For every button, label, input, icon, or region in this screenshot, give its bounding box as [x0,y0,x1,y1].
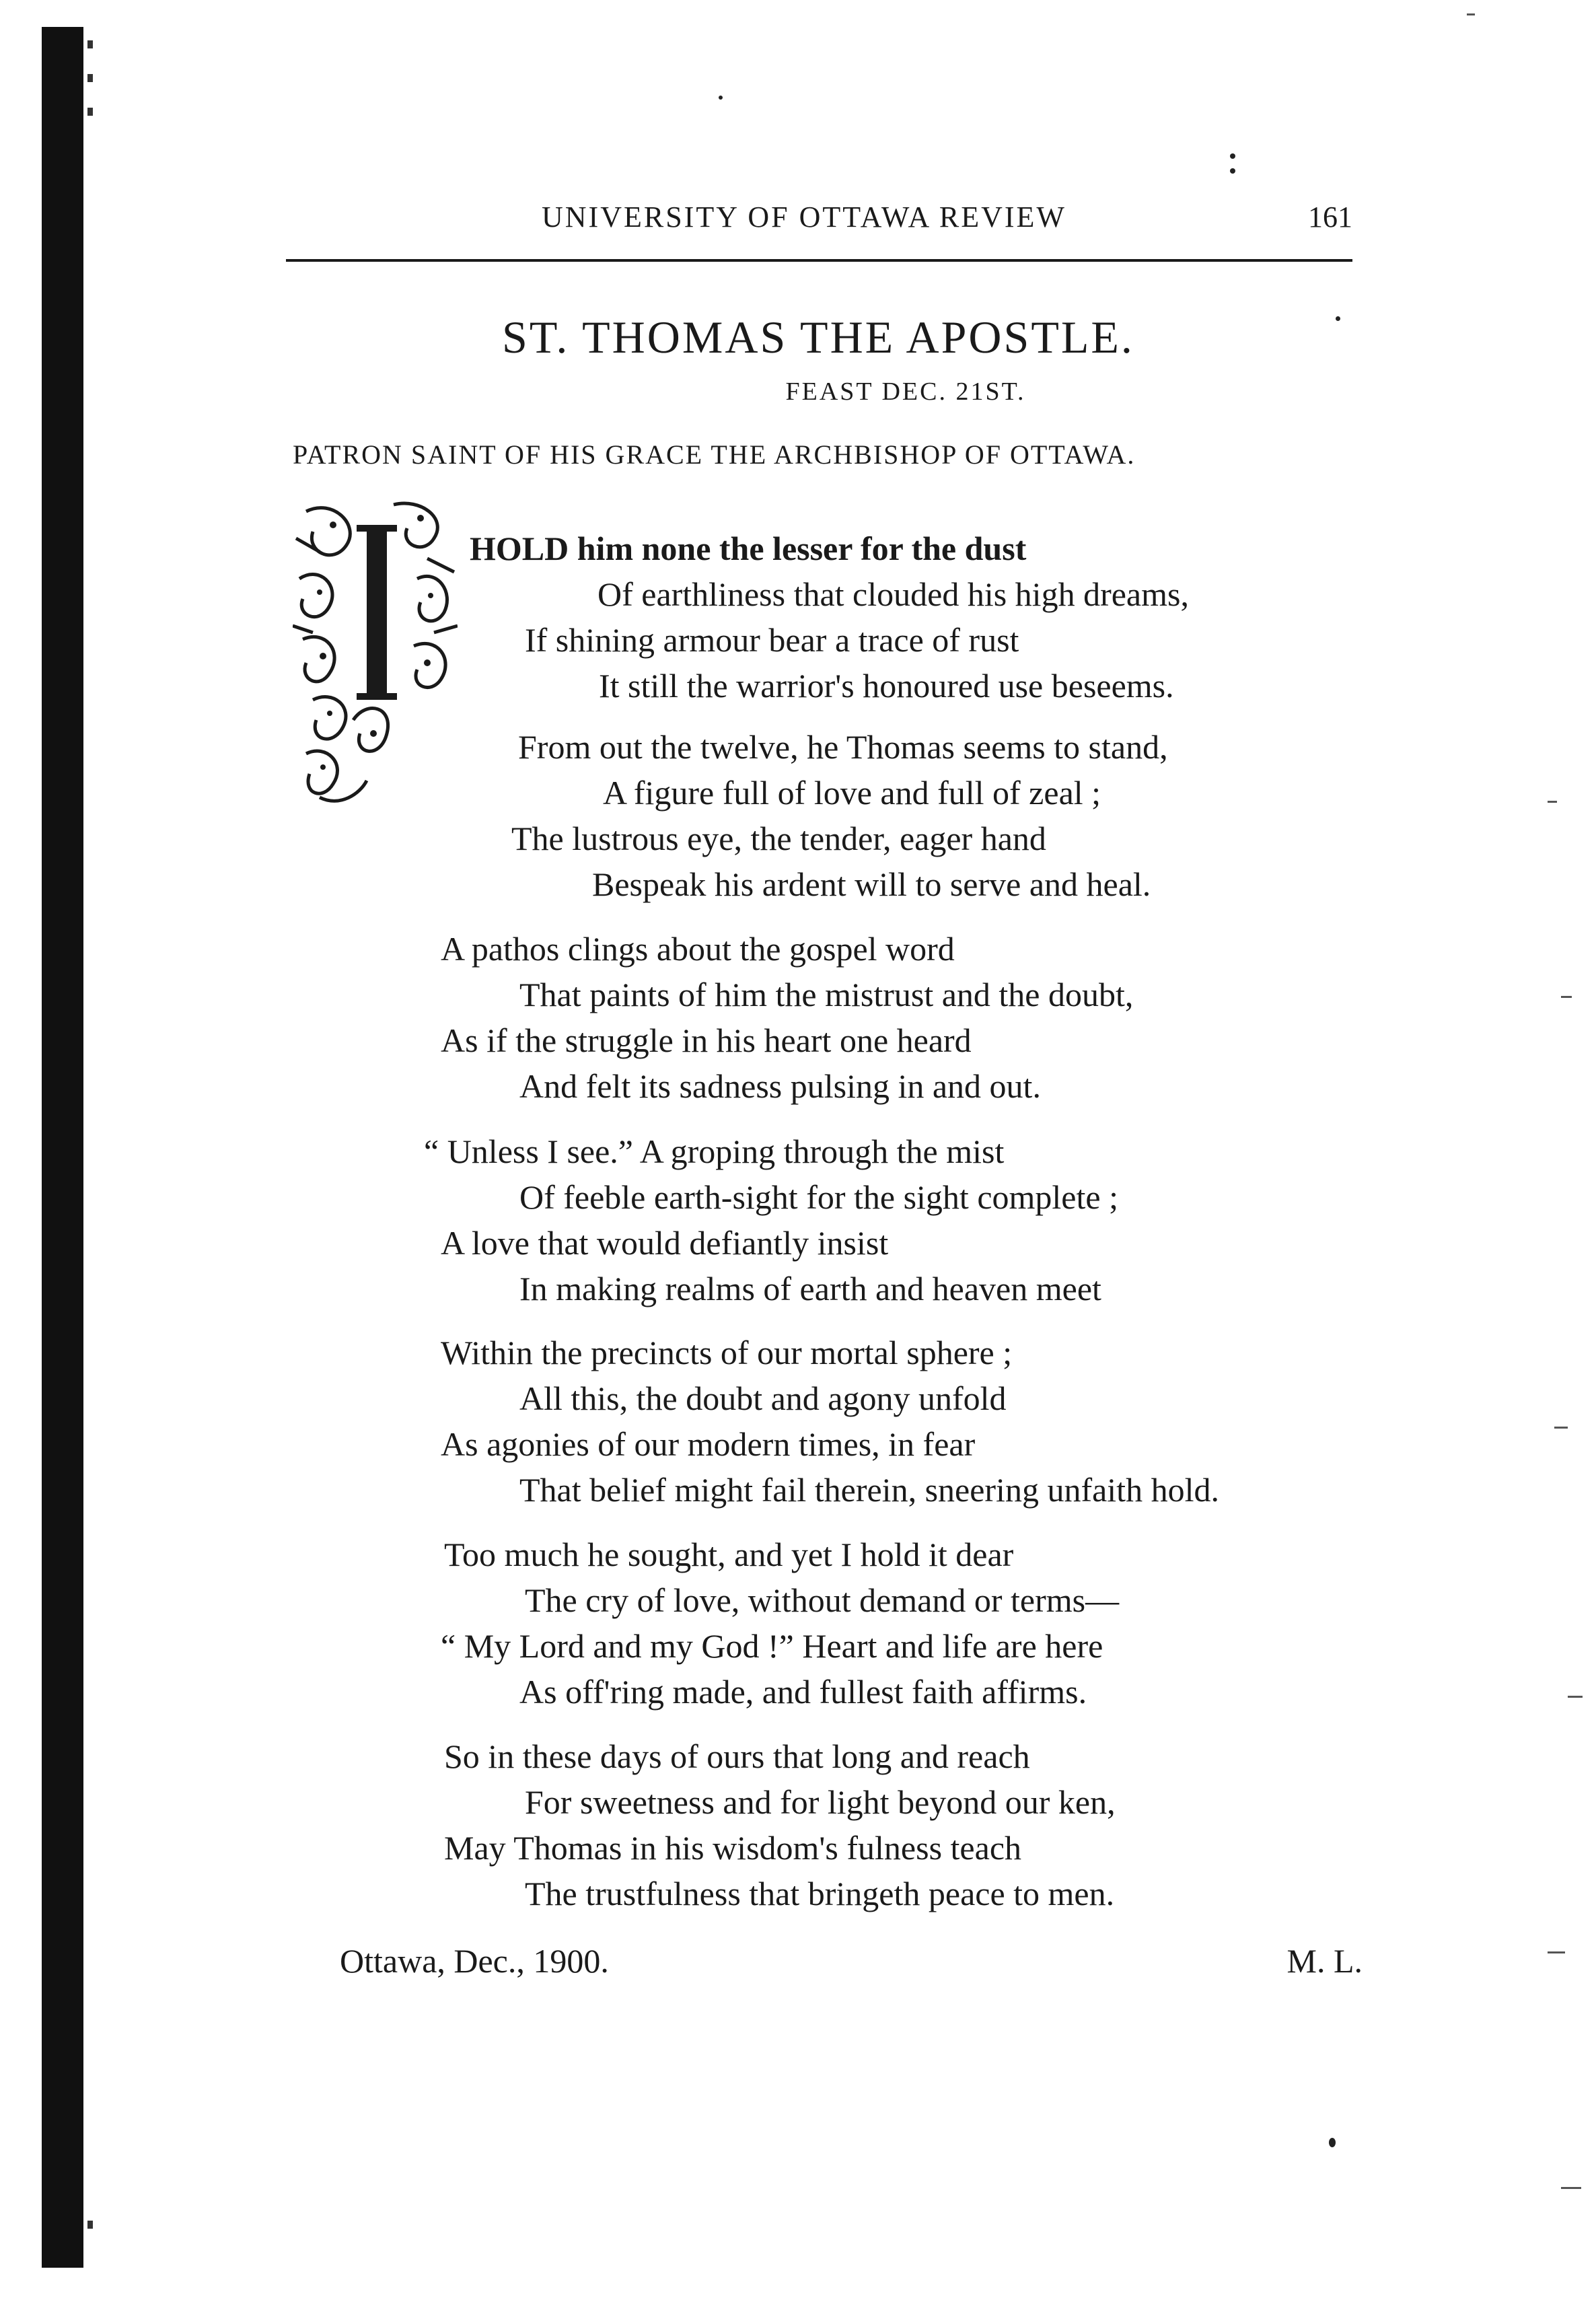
signoff [340,1941,1363,1982]
running-header [286,200,1352,240]
poem-line: And felt its sadness pulsing in and out. [519,1067,1041,1105]
poem-line: HOLD him none the lesser for the dust [470,530,1027,567]
poem-line: It still the warrior's honoured use beseems. [599,667,1174,705]
poem-line: Too much he sought, and yet I hold it dear [444,1536,1014,1573]
scan-artifact [1568,1696,1583,1698]
header-rule [286,259,1352,262]
poem-line: A love that would defiantly insist [441,1224,889,1262]
poem-line: “ My Lord and my God !” Heart and life are here [441,1627,1103,1665]
poem-line: All this, the doubt and agony unfold [519,1379,1007,1417]
scan-artifact [1548,801,1557,803]
scan-artifact [87,108,93,116]
place-date: Ottawa, Dec., 1900. [340,1942,609,1980]
poem-line: For sweetness and for light beyond our ken, [525,1783,1116,1821]
poem-line: From out the twelve, he Thomas seems to stand, [518,728,1168,766]
poem-line: If shining armour bear a trace of rust [525,621,1019,659]
poem-line: A figure full of love and full of zeal ; [603,774,1101,812]
poem-subtitle: FEAST DEC. 21ST. [785,378,1026,406]
scan-artifact [1230,153,1235,159]
scan-artifact [87,74,93,82]
poem-line: As if the struggle in his heart one heard [441,1021,972,1059]
scan-artifact [1561,2187,1581,2189]
poem-line: A pathos clings about the gospel word [441,930,955,968]
scan-artifact [87,2221,93,2229]
poem-line: “ Unless I see.” A groping through the mist [424,1133,1005,1170]
poem-line: May Thomas in his wisdom's fulness teach [444,1829,1022,1867]
scan-artifact [1230,168,1235,174]
ornamental-initial-icon [293,498,458,814]
scan-artifact [1329,2138,1336,2147]
poem-line: That belief might fail therein, sneering unfaith hold. [519,1471,1219,1509]
poem-line: The trustfulness that bringeth peace to men. [525,1875,1115,1912]
poem-line: Of feeble earth-sight for the sight complete ; [519,1178,1118,1216]
author-initials: M. L. [1286,1942,1363,1980]
scan-artifact [1561,996,1572,998]
poem-dedication: PATRON SAINT OF HIS GRACE THE ARCHBISHOP OF OTTAWA. [293,439,1136,470]
poem-line: In making realms of earth and heaven meet [519,1270,1101,1307]
scan-artifact [719,96,723,100]
poem-line: The cry of love, without demand or terms— [525,1581,1120,1619]
page-number: 161 [1308,201,1352,234]
scan-artifact [1554,1427,1568,1429]
scan-artifact [1467,13,1475,15]
poem-line: The lustrous eye, the tender, eager hand [511,820,1046,857]
poem-line: Bespeak his ardent will to serve and heal. [592,865,1151,903]
poem-line: So in these days of ours that long and reach [444,1737,1030,1775]
poem-line: As agonies of our modern times, in fear [441,1425,976,1463]
scan-artifact [1548,1951,1565,1953]
running-title: UNIVERSITY OF OTTAWA REVIEW [542,201,1066,234]
poem-line: As off'ring made, and fullest faith affirms. [519,1673,1087,1711]
scan-artifact [87,40,93,48]
poem-title: ST. THOMAS THE APOSTLE. [502,312,1134,363]
poem-line: Within the precincts of our mortal sphere ; [441,1334,1013,1371]
poem-line: That paints of him the mistrust and the doubt, [519,976,1134,1013]
poem-line: Of earthliness that clouded his high dreams, [597,575,1189,613]
